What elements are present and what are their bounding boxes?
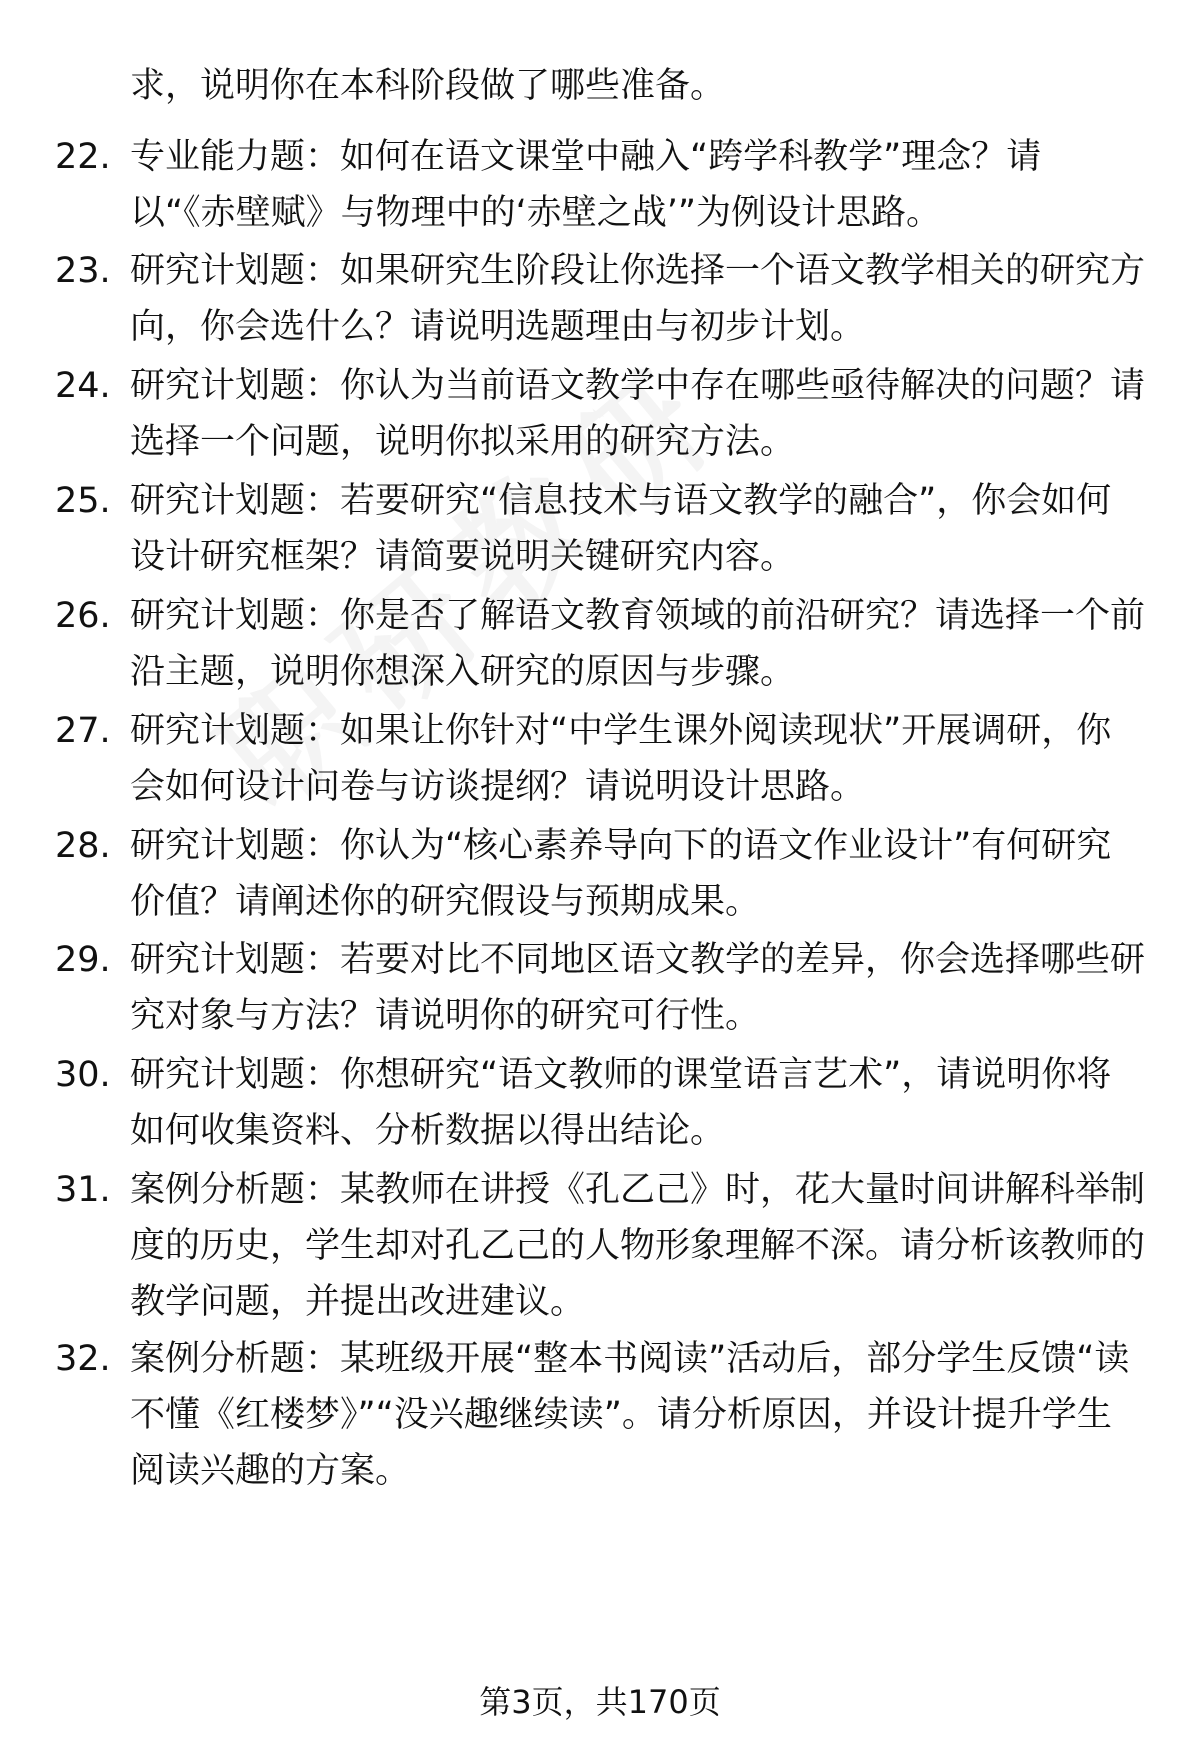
question-text: 研究计划题：你认为当前语文教学中存在哪些亟待解决的问题？请选择一个问题，说明你拟采用的研究方法。 <box>130 366 1146 462</box>
question-text: 研究计划题：若要研究“信息技术与语文教学的融合”，你会如何设计研究框架？请简要说明关键研究内容。 <box>130 481 1112 577</box>
question-number: 26. <box>55 596 111 636</box>
question-number: 31. <box>55 1170 111 1210</box>
question-number: 24. <box>55 366 111 406</box>
question-text: 研究计划题：你是否了解语文教育领域的前沿研究？请选择一个前沿主题，说明你想深入研究的原因与步骤。 <box>130 596 1146 692</box>
question-number: 29. <box>55 940 111 980</box>
question-number: 28. <box>55 826 111 866</box>
question-text: 研究计划题：你认为“核心素养导向下的语文作业设计”有何研究价值？请阐述你的研究假设与预期成果。 <box>130 826 1112 922</box>
question-text: 研究计划题：若要对比不同地区语文教学的差异，你会选择哪些研究对象与方法？请说明你的研究可行性。 <box>130 940 1146 1036</box>
question-number: 30. <box>55 1055 111 1095</box>
page-footer: 第3页，共170页 <box>479 1683 721 1721</box>
question-number: 22. <box>55 137 111 177</box>
question-text: 研究计划题：你想研究“语文教师的课堂语言艺术”，请说明你将如何收集资料、分析数据以得出结论。 <box>130 1055 1112 1151</box>
question-text: 案例分析题：某教师在讲授《孔乙己》时，花大量时间讲解科举制度的历史，学生却对孔乙己的人物形象理解不深。请分析该教师的教学问题，并提出改进建议。 <box>130 1170 1146 1322</box>
question-text: 研究计划题：如果让你针对“中学生课外阅读现状”开展调研，你会如何设计问卷与访谈提纲？请说明设计思路。 <box>130 711 1112 807</box>
question-number: 32. <box>55 1339 111 1379</box>
continued-question-text: 求，说明你在本科阶段做了哪些准备。 <box>130 66 726 106</box>
question-number: 23. <box>55 251 111 291</box>
question-number: 27. <box>55 711 111 751</box>
question-text: 研究计划题：如果研究生阶段让你选择一个语文教学相关的研究方向，你会选什么？请说明选题理由与初步计划。 <box>130 251 1146 347</box>
question-text: 案例分析题：某班级开展“整本书阅读”活动后，部分学生反馈“读不懂《红楼梦》”“没兴趣继续读”。请分析原因，并设计提升学生阅读兴趣的方案。 <box>130 1339 1130 1491</box>
question-number: 25. <box>55 481 111 521</box>
question-text: 专业能力题：如何在语文课堂中融入“跨学科教学”理念？请以“《赤壁赋》与物理中的‘赤壁之战’”为例设计思路。 <box>130 137 1042 233</box>
